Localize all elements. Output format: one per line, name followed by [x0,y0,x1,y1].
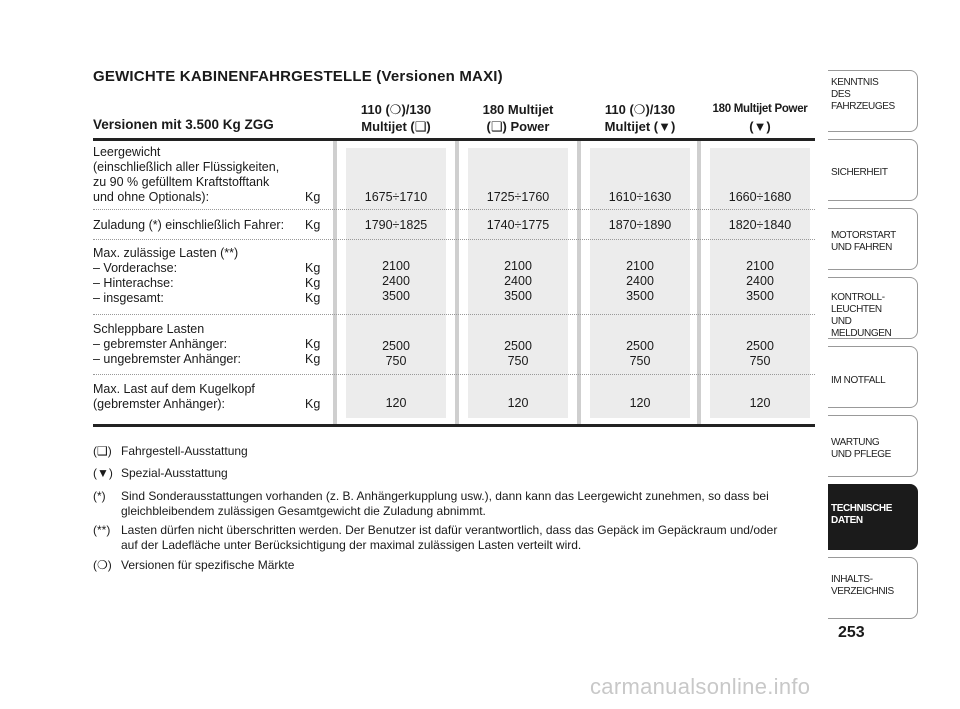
table-bottom-rule [93,424,815,427]
value-zuladung-4: 1820÷1840 [728,218,792,232]
tab-label-line: MOTORSTART [831,230,896,241]
footnote-text: Versionen für spezifische Märkte [121,558,295,572]
tab-label-line: IM NOTFALL [831,375,886,386]
tab-technische-daten[interactable] [828,484,918,550]
value-line: 2400 [626,274,654,288]
page-number: 253 [838,624,865,641]
unit-line: Kg [305,337,321,351]
column-header-4-line2: (▼) [749,119,771,134]
footnote-symbol: (❑) [93,444,112,458]
value-line: 2500 [626,339,654,353]
footnote-lasten [93,523,793,552]
watermark: carmanualsonline.info [590,674,811,699]
value-leergewicht-1: 1675÷1710 [364,190,428,204]
unit-schlepp [305,337,320,367]
label-line: – ungebremster Anhänger: [93,352,242,366]
value-line: 2100 [504,259,532,273]
value-line: 2100 [382,259,410,273]
label-line: (einschließlich aller Flüssigkeiten, [93,160,280,174]
footnote-text: Lasten dürfen nicht überschritten werden. Der Benutzer ist dafür verantwortlich, dass das Gepäck im Gepäckraum und/oder auf der Ladefläche unter Berücksichtigung der maximal zulässigen Lasten verteilt wird. [121,523,778,552]
value-line: 750 [385,354,407,368]
label-line: – gebremster Anhänger: [93,337,228,351]
tab-label-line: DES FAHRZEUGES [831,89,895,112]
tab-sicherheit[interactable] [828,139,918,201]
value-line: 2400 [382,274,410,288]
value-line: 2100 [626,259,654,273]
unit-lasten [305,261,320,306]
row-label-kugelkopf [93,382,323,412]
label-line: und ohne Optionals): [93,190,210,204]
footnote-text: Fahrgestell-Ausstattung [121,444,248,458]
footnote-symbol: (**) [93,523,111,537]
row-label-leergewicht [93,145,323,205]
unit-line: Kg [305,352,321,366]
footnote-symbol: (❍) [93,558,112,572]
value-kugelkopf-4: 120 [749,396,771,410]
label-line: – Hinterachse: [93,276,174,290]
unit-leergewicht: Kg [305,190,321,204]
row-separator [93,374,815,375]
value-line: 3500 [746,289,774,303]
tab-label-line: UND FAHREN [831,242,893,253]
footnote-symbol: (*) [93,489,106,503]
value-schlepp-4 [704,339,816,369]
tab-im-notfall[interactable] [828,346,918,408]
tab-motorstart[interactable] [828,208,918,270]
footnote-maerkte [93,558,793,573]
value-line: 750 [507,354,529,368]
value-kugelkopf-3: 120 [629,396,651,410]
column-header-1 [340,101,452,135]
value-schlepp-2 [462,339,574,369]
value-kugelkopf-1: 120 [385,396,407,410]
value-line: 3500 [626,289,654,303]
column-header-2 [462,101,574,135]
row-header-label: Versionen mit 3.500 Kg ZGG [93,117,274,132]
tab-label-line: DATEN [831,515,863,526]
tab-kenntnis[interactable] [828,70,918,132]
label-line: Max. Last auf dem Kugelkopf [93,382,255,396]
label-line: (gebremster Anhänger): [93,397,226,411]
value-line: 2500 [504,339,532,353]
value-lasten-2 [462,259,574,304]
tab-label-line: KONTROLL- [831,292,885,303]
value-lasten-4 [704,259,816,304]
tab-label-line: SICHERHEIT [831,167,888,178]
footnote-sonderausstattung [93,489,793,518]
unit-kugelkopf: Kg [305,397,321,411]
footnote-text: Spezial-Ausstattung [121,466,228,480]
tab-wartung[interactable] [828,415,918,477]
value-leergewicht-4: 1660÷1680 [728,190,792,204]
column-divider [577,141,581,424]
value-line: 3500 [504,289,532,303]
label-line: – insgesamt: [93,291,164,305]
value-line: 2400 [504,274,532,288]
value-line: 2500 [746,339,774,353]
value-line: 750 [749,354,771,368]
column-header-3-line1: 110 (❍)/130 [604,102,676,117]
column-header-2-line1: 180 Multijet [482,102,554,117]
tab-label-line: WARTUNG [831,437,880,448]
value-line: 2100 [746,259,774,273]
label-line: zu 90 % gefülltem Kraftstofftank [93,175,270,189]
value-zuladung-1: 1790÷1825 [364,218,428,232]
value-kugelkopf-2: 120 [507,396,529,410]
value-leergewicht-2: 1725÷1760 [486,190,550,204]
page-title: GEWICHTE KABINENFAHRGESTELLE (Versionen MAXI) [93,68,503,85]
tab-label-line: UND PFLEGE [831,449,891,460]
tab-label-line: LEUCHTEN [831,304,882,315]
column-divider [455,141,459,424]
label-line: Schleppbare Lasten [93,322,205,336]
row-label-schlepp [93,322,323,367]
value-leergewicht-3: 1610÷1630 [608,190,672,204]
label-line: Max. zulässige Lasten (**) [93,246,239,260]
tab-label-line: INHALTS- [831,574,873,585]
tab-kontrollleuchten[interactable] [828,277,918,339]
tab-label-line: TECHNISCHE [831,503,893,514]
footnote-spezial [93,466,793,481]
value-lasten-1 [340,259,452,304]
value-line: 3500 [382,289,410,303]
value-schlepp-1 [340,339,452,369]
tab-label-line: VERZEICHNIS [831,586,894,597]
row-separator [93,239,815,240]
column-header-2-line2: (❑) Power [486,119,550,134]
label-line: – Vorderachse: [93,261,178,275]
footnote-fahrgestell [93,444,793,459]
footnote-symbol: (▼) [93,466,113,480]
row-separator [93,209,815,210]
row-separator [93,314,815,315]
tab-label-line: KENNTNIS [831,77,879,88]
row-label-lasten [93,246,323,306]
value-zuladung-2: 1740÷1775 [486,218,550,232]
column-header-3-line2: Multijet (▼) [604,119,676,134]
unit-zuladung: Kg [305,218,321,232]
footnote-text: Sind Sonderausstattungen vorhanden (z. B. Anhängerkupplung usw.), dann kann das Leergewicht zunehmen, so dass bei gleichbleibendem zulässigen Gesamtgewicht die Zuladung abnimmt. [121,489,769,518]
tab-inhaltsverzeichnis[interactable] [828,557,918,619]
column-divider [333,141,337,424]
column-header-3 [584,101,696,135]
tab-label-line: UND MELDUNGEN [831,316,892,339]
value-line: 2400 [746,274,774,288]
value-line: 2500 [382,339,410,353]
unit-line: Kg [305,261,321,275]
unit-line: Kg [305,276,321,290]
value-line: 750 [629,354,651,368]
column-header-4 [700,101,820,135]
column-header-4-line1: 180 Multijet Power [712,103,808,115]
column-divider [697,141,701,424]
row-label-zuladung: Zuladung (*) einschließlich Fahrer: [93,218,285,232]
label-line: Leergewicht [93,145,161,159]
table-top-rule [93,138,815,141]
column-header-1-line2: Multijet (❑) [361,119,431,134]
value-schlepp-3 [584,339,696,369]
unit-line: Kg [305,291,321,305]
value-zuladung-3: 1870÷1890 [608,218,672,232]
value-lasten-3 [584,259,696,304]
column-header-1-line1: 110 (❍)/130 [360,102,432,117]
